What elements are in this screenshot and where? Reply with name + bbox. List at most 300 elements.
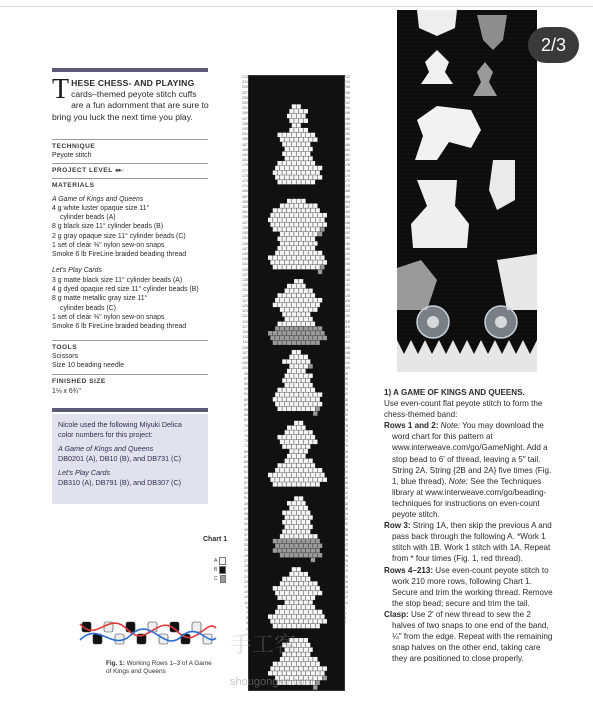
bead-cell — [287, 237, 291, 241]
bead-cell — [273, 397, 277, 401]
bead-cell — [318, 270, 322, 274]
bead-cell — [285, 383, 289, 387]
bead-cell — [294, 666, 298, 670]
bead-cell — [292, 331, 296, 335]
bead-cell — [308, 666, 312, 670]
bead-cell — [323, 666, 327, 670]
bead-cell — [292, 614, 296, 618]
bead-cell — [285, 298, 289, 302]
bead-cell — [304, 440, 308, 444]
bead-cell — [311, 605, 315, 609]
bead-cell — [289, 336, 293, 340]
bead-cell — [294, 213, 298, 217]
bead-cell — [282, 237, 286, 241]
note-line1: Nicole used the following Miyuki Delica — [58, 420, 182, 429]
bead-cell — [304, 336, 308, 340]
bead-cell — [311, 237, 315, 241]
bead-cell — [289, 591, 293, 595]
bead-cell — [292, 265, 296, 269]
bead-cell — [268, 614, 272, 618]
bead-cell — [273, 473, 277, 477]
bead-cell — [313, 298, 317, 302]
bead-cell — [287, 397, 291, 401]
bead-cell — [275, 591, 279, 595]
bead-cell — [280, 544, 284, 548]
bead-cell — [282, 520, 286, 524]
bead-cell — [292, 671, 296, 675]
bead-cell — [294, 147, 298, 151]
bead-cell — [278, 303, 282, 307]
bead-cell — [297, 284, 301, 288]
bead-cell — [299, 392, 303, 396]
bead-cell — [294, 166, 298, 170]
bead-cell — [282, 331, 286, 335]
bead-cell — [292, 596, 296, 600]
bead-cell — [268, 473, 272, 477]
note-group2-title: Let's Play Cards — [58, 468, 111, 477]
bead-cell — [301, 246, 305, 250]
bead-cell — [318, 222, 322, 226]
bead-cell — [308, 647, 312, 651]
technique-heading: TECHNIQUE — [52, 143, 96, 150]
material-line: 1 set of clear ⅜" nylon sew-on snaps — [52, 241, 165, 249]
bead-cell — [301, 397, 305, 401]
tools-list — [52, 352, 212, 370]
bead-cell — [308, 326, 312, 330]
bead-cell — [287, 284, 291, 288]
bead-cell — [289, 326, 293, 330]
bead-cell — [301, 255, 305, 259]
bead-cell — [313, 581, 317, 585]
bead-cell — [316, 548, 320, 552]
bead-cell — [278, 237, 282, 241]
bead-cell — [285, 591, 289, 595]
bead-cell — [287, 199, 291, 203]
bead-cell — [306, 511, 310, 515]
bead-cell — [294, 392, 298, 396]
bead-cell — [285, 468, 289, 472]
bead-cell — [308, 307, 312, 311]
materials-group2-title: Let's Play Cards — [52, 267, 102, 274]
bead-cell — [282, 539, 286, 543]
bead-cell — [316, 170, 320, 174]
bead-cell — [280, 137, 284, 141]
section-divider — [52, 340, 208, 341]
bead-cell — [299, 525, 303, 529]
bead-cell — [294, 430, 298, 434]
bead-cell — [304, 657, 308, 661]
bead-cell — [313, 619, 317, 623]
bead-cell — [301, 577, 305, 581]
bead-cell — [280, 468, 284, 472]
bead-cell — [297, 596, 301, 600]
bead-cell — [297, 520, 301, 524]
bead-cell — [285, 534, 289, 538]
bead-cell — [294, 326, 298, 330]
bead-cell — [301, 614, 305, 618]
bead-cell — [282, 161, 286, 165]
bead-cell — [285, 289, 289, 293]
bead-cell — [292, 322, 296, 326]
bead-cell — [278, 586, 282, 590]
note-rule — [52, 408, 208, 412]
bead-cell — [304, 591, 308, 595]
bead-cell — [282, 407, 286, 411]
bead-cell — [308, 402, 312, 406]
bead-cell — [294, 591, 298, 595]
bead-cell — [306, 170, 310, 174]
bead-cell — [285, 204, 289, 208]
bead-cell — [320, 671, 324, 675]
bead-cell — [292, 180, 296, 184]
bead-cell — [323, 676, 327, 680]
bead-cell — [308, 175, 312, 179]
bead-cell — [304, 317, 308, 321]
bead-cell — [297, 643, 301, 647]
bead-cell — [301, 473, 305, 477]
bead-cell — [292, 388, 296, 392]
bead-cell — [294, 156, 298, 160]
bead-cell — [306, 671, 310, 675]
bead-cell — [282, 605, 286, 609]
bead-cell — [292, 227, 296, 231]
bead-cell — [308, 232, 312, 236]
bead-cell — [299, 647, 303, 651]
bead-cell — [306, 331, 310, 335]
bead-cell — [316, 539, 320, 543]
materials-group1-title: A Game of Kings and Queens — [52, 196, 144, 203]
bead-cell — [301, 218, 305, 222]
bead-cell — [304, 289, 308, 293]
bead-cell — [301, 586, 305, 590]
bead-cell — [287, 444, 291, 448]
bead-cell — [304, 137, 308, 141]
bead-cell — [289, 137, 293, 141]
bead-cell — [297, 435, 301, 439]
bead-cell — [292, 586, 296, 590]
bead-cell — [287, 303, 291, 307]
bead-cell — [297, 444, 301, 448]
bead-cell — [285, 553, 289, 557]
bead-cell — [311, 340, 315, 344]
bead-cell — [285, 156, 289, 160]
bead-cell — [297, 227, 301, 231]
bead-cell — [282, 435, 286, 439]
bead-cell — [294, 317, 298, 321]
intro-rule — [52, 68, 208, 72]
bead-cell — [289, 156, 293, 160]
bead-cell — [287, 161, 291, 165]
bead-cell — [297, 426, 301, 430]
bead-cell — [306, 142, 310, 146]
bead-cell — [287, 312, 291, 316]
bead-cell — [270, 260, 274, 264]
bead-cell — [280, 402, 284, 406]
bead-cell — [311, 671, 315, 675]
bead-cell — [289, 128, 293, 132]
bead-cell — [308, 147, 312, 151]
bead-cell — [304, 534, 308, 538]
bead-cell — [299, 289, 303, 293]
bead-cell — [287, 114, 291, 118]
bead-cell — [311, 596, 315, 600]
bead-cell — [289, 553, 293, 557]
bead-cell — [299, 657, 303, 661]
bead-cell — [292, 199, 296, 203]
bead-cell — [318, 336, 322, 340]
tools-heading: TOOLS — [52, 344, 78, 351]
bead-cell — [297, 142, 301, 146]
bead-cell — [280, 298, 284, 302]
bead-cell — [292, 246, 296, 250]
bead-cell — [287, 255, 291, 259]
bead-cell — [306, 624, 310, 628]
bead-cell — [318, 666, 322, 670]
bead-cell — [294, 260, 298, 264]
bead-cell — [308, 374, 312, 378]
bead-cell — [282, 662, 286, 666]
bead-cell — [306, 255, 310, 259]
bead-cell — [287, 322, 291, 326]
color-note-box — [52, 414, 208, 504]
bead-cell — [285, 166, 289, 170]
bead-cell — [316, 340, 320, 344]
bead-cell — [320, 255, 324, 259]
bead-cell — [289, 544, 293, 548]
bead-cell — [318, 676, 322, 680]
bead-cell — [278, 463, 282, 467]
bead-cell — [301, 303, 305, 307]
legend-swatch — [219, 557, 226, 565]
bead-cell — [280, 591, 284, 595]
bead-cell — [301, 331, 305, 335]
bead-cell — [273, 218, 277, 222]
material-line: 8 g black size 11° cylinder beads (B) — [52, 223, 164, 231]
bead-cell — [275, 166, 279, 170]
bead-cell — [318, 175, 322, 179]
bead-cell — [301, 539, 305, 543]
bead-cell — [299, 496, 303, 500]
bead-cell — [280, 166, 284, 170]
bead-cell — [294, 119, 298, 123]
finished-size-heading: FINISHED SIZE — [52, 378, 106, 385]
bead-cell — [318, 213, 322, 217]
bead-cell — [275, 610, 279, 614]
bead-cell — [308, 156, 312, 160]
bead-cell — [292, 407, 296, 411]
bead-cell — [282, 218, 286, 222]
bead-cell — [292, 359, 296, 363]
bead-cell — [318, 392, 322, 396]
bead-cell — [301, 293, 305, 297]
bead-cell — [297, 237, 301, 241]
bead-cell — [318, 232, 322, 236]
bead-cell — [270, 336, 274, 340]
instructions-title: 1) A GAME OF KINGS AND QUEENS. — [384, 388, 525, 397]
bead-cell — [311, 558, 315, 562]
bead-cell — [289, 109, 293, 113]
bead-cell — [313, 251, 317, 255]
bead-cell — [289, 364, 293, 368]
bead-cell — [273, 340, 277, 344]
bead-cell — [306, 359, 310, 363]
bead-cell — [280, 175, 284, 179]
bead-cell — [323, 213, 327, 217]
bead-cell — [278, 397, 282, 401]
bead-cell — [287, 463, 291, 467]
bead-cell — [280, 260, 284, 264]
bead-cell — [282, 142, 286, 146]
bead-cell — [285, 326, 289, 330]
bead-cell — [299, 128, 303, 132]
bead-cell — [297, 152, 301, 156]
bead-cell — [299, 553, 303, 557]
bead-cell — [292, 567, 296, 571]
bead-cell — [313, 175, 317, 179]
bead-cell — [299, 591, 303, 595]
bead-cell — [278, 255, 282, 259]
bead-cell — [294, 241, 298, 245]
bead-cell — [282, 529, 286, 533]
bead-cell — [297, 265, 301, 269]
bead-cell — [301, 482, 305, 486]
bead-cell — [280, 392, 284, 396]
figure-bead — [115, 634, 124, 644]
bead-cell — [313, 666, 317, 670]
bead-cell — [306, 133, 310, 137]
bead-cell — [289, 241, 293, 245]
bead-cell — [275, 222, 279, 226]
bead-cell — [313, 544, 317, 548]
bead-cell — [282, 444, 286, 448]
bead-cell — [287, 662, 291, 666]
bead-cell — [297, 501, 301, 505]
bead-cell — [273, 671, 277, 675]
bead-cell — [318, 553, 322, 557]
bead-cell — [287, 152, 291, 156]
bead-cell — [301, 378, 305, 382]
bead-cell — [299, 534, 303, 538]
bead-cell — [292, 123, 296, 127]
bead-cell — [278, 340, 282, 344]
bead-cell — [308, 298, 312, 302]
bead-cell — [301, 463, 305, 467]
bead-cell — [289, 600, 293, 604]
bead-cell — [313, 402, 317, 406]
bead-cell — [282, 397, 286, 401]
bead-cell — [297, 652, 301, 656]
bead-cell — [278, 331, 282, 335]
bead-cell — [320, 473, 324, 477]
bead-cell — [285, 666, 289, 670]
bead-cell — [287, 340, 291, 344]
material-line: 4 g white luster opaque size 11° — [52, 205, 150, 212]
bead-cell — [287, 142, 291, 146]
chart-legend — [214, 556, 226, 583]
legend-item-b: B — [214, 565, 226, 574]
bead-cell — [313, 534, 317, 538]
bead-cell — [304, 459, 308, 463]
bead-cell — [299, 544, 303, 548]
bead-cell — [299, 440, 303, 444]
bead-cell — [318, 326, 322, 330]
bead-cell — [304, 147, 308, 151]
bead-cell — [304, 572, 308, 576]
bead-cell — [316, 482, 320, 486]
material-line: Smoke 6 lb FireLine braided beading thread — [52, 323, 187, 331]
bead-cell — [278, 218, 282, 222]
bead-cell — [316, 303, 320, 307]
bead-cell — [287, 388, 291, 392]
bead-cell — [308, 251, 312, 255]
bead-cell — [313, 676, 317, 680]
bead-cell — [280, 326, 284, 330]
bead-cell — [301, 369, 305, 373]
bead-cell — [292, 482, 296, 486]
bead-cell — [301, 359, 305, 363]
bead-cell — [304, 213, 308, 217]
bead-cell — [301, 605, 305, 609]
bead-cell — [297, 388, 301, 392]
bead-cell — [294, 204, 298, 208]
bead-cell — [297, 340, 301, 344]
bead-cell — [278, 265, 282, 269]
bead-cell — [275, 298, 279, 302]
bead-cell — [318, 298, 322, 302]
materials-heading: MATERIALS — [52, 182, 95, 189]
drop-cap: T — [52, 74, 70, 105]
bead-cell — [282, 133, 286, 137]
bead-cell — [278, 614, 282, 618]
bead-cell — [306, 180, 310, 184]
bead-cell — [311, 208, 315, 212]
bead-cell — [289, 459, 293, 463]
bead-cell — [299, 298, 303, 302]
bead-cell — [304, 468, 308, 472]
bead-cell — [280, 477, 284, 481]
bead-cell — [301, 265, 305, 269]
bead-cell — [301, 388, 305, 392]
bead-cell — [304, 222, 308, 226]
bead-cell — [301, 548, 305, 552]
bead-cell — [289, 232, 293, 236]
bead-cell — [299, 279, 303, 283]
bead-cell — [278, 473, 282, 477]
bead-cell — [316, 218, 320, 222]
bead-cell — [287, 331, 291, 335]
bead-cell — [316, 208, 320, 212]
instructions-intro: Use even-count flat peyote stitch to form the chess-themed band: — [384, 399, 543, 420]
bead-cell — [301, 152, 305, 156]
figure-bead — [192, 622, 201, 632]
bead-cell — [297, 614, 301, 618]
bead-cell — [311, 539, 315, 543]
bead-cell — [306, 237, 310, 241]
bead-cell — [275, 213, 279, 217]
bead-cell — [292, 548, 296, 552]
bead-cell — [289, 581, 293, 585]
bead-cell — [311, 662, 315, 666]
figure-bead — [126, 622, 135, 632]
bead-cell — [289, 515, 293, 519]
bead-cell — [292, 340, 296, 344]
bead-cell — [297, 548, 301, 552]
bead-cell — [282, 170, 286, 174]
bead-cell — [273, 662, 277, 666]
bead-cell — [301, 643, 305, 647]
bead-cell — [308, 459, 312, 463]
bead-cell — [301, 180, 305, 184]
